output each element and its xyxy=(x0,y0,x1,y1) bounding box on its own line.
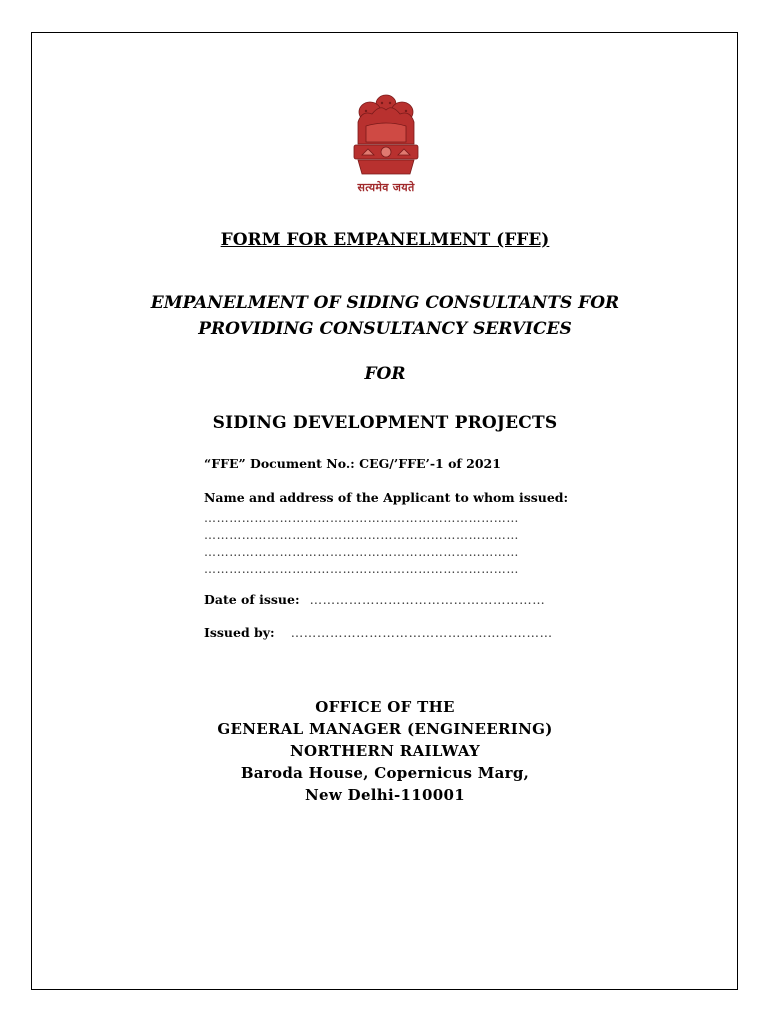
office-line-1: OFFICE OF THE xyxy=(315,698,455,716)
applicant-label: Name and address of the Applicant to whom issued: xyxy=(204,490,569,505)
applicant-line-3[interactable]: ………………………………………………………………… xyxy=(204,545,519,559)
issued-by-field[interactable]: …………………………………………………… xyxy=(290,625,553,640)
applicant-line-1[interactable]: ………………………………………………………………… xyxy=(204,511,519,525)
form-title: FORM FOR EMPANELMENT (FFE) xyxy=(220,230,550,250)
date-of-issue-row xyxy=(204,592,545,607)
office-line-3: NORTHERN RAILWAY xyxy=(289,742,481,760)
office-address xyxy=(0,696,770,806)
applicant-line-4[interactable]: ………………………………………………………………… xyxy=(204,562,519,576)
applicant-line-2[interactable]: ………………………………………………………………… xyxy=(204,528,519,542)
date-of-issue-label: Date of issue: xyxy=(204,592,300,607)
emblem-motto: सत्यमेव जयते xyxy=(357,181,415,194)
issued-by-row xyxy=(204,625,553,640)
subject-heading xyxy=(0,290,770,342)
office-line-4: Baroda House, Copernicus Marg, xyxy=(240,764,530,782)
issued-by-label: Issued by: xyxy=(204,625,275,640)
lion-capital-icon xyxy=(336,92,436,178)
office-line-5: New Delhi-110001 xyxy=(305,786,465,804)
date-of-issue-field[interactable]: ……………………………………………… xyxy=(309,592,546,607)
for-heading: FOR xyxy=(364,364,406,384)
office-line-2: GENERAL MANAGER (ENGINEERING) xyxy=(217,720,553,738)
project-title: SIDING DEVELOPMENT PROJECTS xyxy=(212,413,558,433)
subject-line-2: PROVIDING CONSULTANCY SERVICES xyxy=(198,319,572,339)
document-number: “FFE” Document No.: CEG/’FFE’-1 of 2021 xyxy=(204,456,501,471)
national-emblem-logo xyxy=(336,92,436,196)
subject-line-1: EMPANELMENT OF SIDING CONSULTANTS FOR xyxy=(150,293,620,313)
